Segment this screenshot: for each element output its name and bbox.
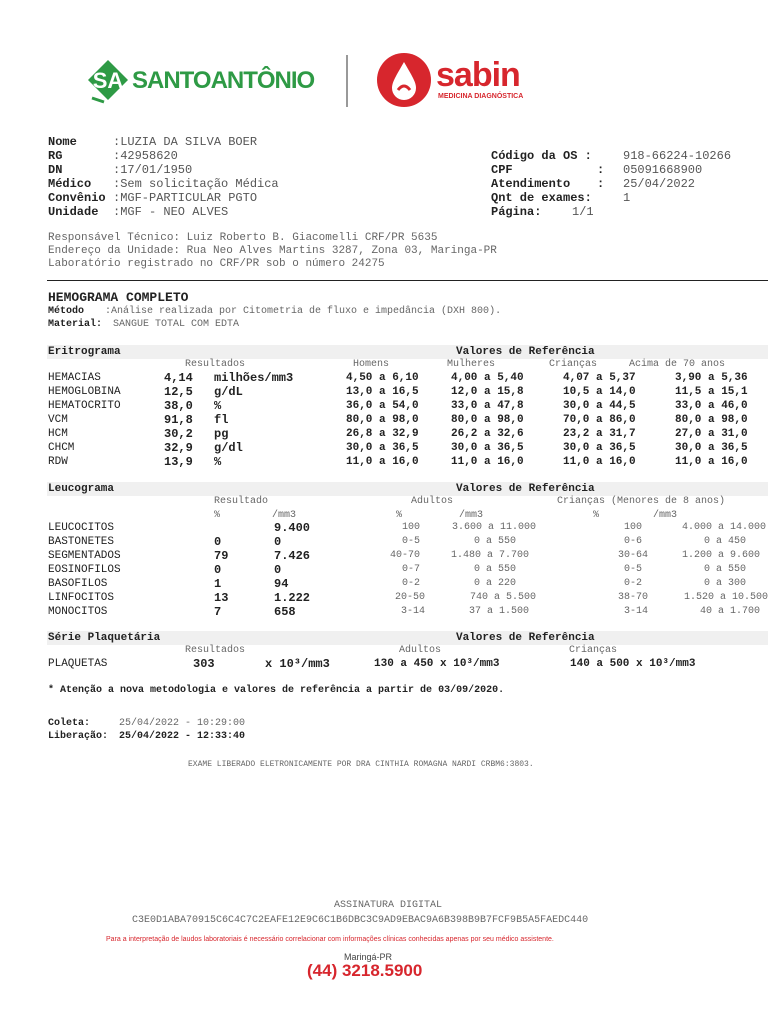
footer-phone: (44) 3218.5900 — [307, 961, 423, 980]
row-name: LEUCOCITOS — [48, 522, 115, 534]
row-unit: % — [214, 399, 222, 413]
qnt-exames-label: Qnt de exames: — [491, 191, 592, 205]
row-value: 12,5 — [164, 385, 193, 399]
dn-value: :17/01/1950 — [113, 163, 193, 177]
ref-criancas: 11,0 a 16,0 — [563, 456, 636, 468]
eritrograma-header-bar — [47, 345, 768, 359]
ref-homens: 11,0 a 16,0 — [346, 456, 419, 468]
row-value: 4,14 — [164, 371, 193, 385]
row-pct: 1 — [214, 577, 222, 591]
ref-criancas: 4,07 a 5,37 — [563, 372, 636, 384]
row-abs: 7.426 — [274, 549, 311, 563]
row-name: BASOFILOS — [48, 578, 108, 590]
row-name: HCM — [48, 428, 68, 440]
row-unit: % — [214, 455, 222, 469]
ref-mulheres: 11,0 a 16,0 — [451, 456, 524, 468]
leucograma-title: Leucograma — [48, 483, 115, 495]
ref-acima70: 30,0 a 36,5 — [675, 442, 748, 454]
criancas-abs: 1.200 a 9.600 — [681, 550, 760, 561]
rg-label: RG — [48, 149, 63, 163]
row-unit: g/dL — [214, 385, 243, 399]
row-unit: fl — [214, 413, 229, 427]
coleta-label: Coleta: — [48, 718, 91, 729]
nome-label: Nome — [48, 135, 77, 149]
unidade-value: :MGF - NEO ALVES — [113, 205, 229, 219]
criancas-pct: 100 — [623, 522, 642, 533]
ref-criancas: 23,2 a 31,7 — [563, 428, 636, 440]
pagina-value: 1/1 — [572, 205, 594, 219]
ref-acima70: 33,0 a 46,0 — [675, 400, 748, 412]
row-unit: x 10³/mm3 — [265, 657, 330, 671]
pagina-label: Página: — [491, 205, 542, 219]
ref-homens: 36,0 a 54,0 — [346, 400, 419, 412]
sabin-logo — [376, 52, 536, 108]
criancas-pct: 38-70 — [617, 592, 648, 603]
row-name: MONOCITOS — [48, 606, 108, 618]
convenio-label: Convênio — [48, 191, 106, 205]
row-unit: g/dl — [214, 441, 243, 455]
leucograma-header-bar — [47, 482, 768, 496]
adultos-abs: 0 a 550 — [473, 536, 516, 547]
row-abs: 94 — [274, 577, 289, 591]
plaquetas-title: Série Plaquetária — [48, 632, 161, 644]
metodo-label: Método — [48, 306, 85, 317]
ref-homens: 26,8 a 32,9 — [346, 428, 419, 440]
footer-city: Maringá-PR — [344, 952, 393, 962]
medico-value: :Sem solicitação Médica — [113, 177, 279, 191]
leucograma-ref-title: Valores de Referência — [456, 483, 595, 495]
criancas-abs: 0 a 450 — [703, 536, 746, 547]
adultos-pct: 20-50 — [394, 592, 425, 603]
sub-criancas-mm3: /mm3 — [653, 510, 678, 521]
leucograma-col-adultos: Adultos — [411, 496, 454, 507]
adultos-abs: 0 a 550 — [473, 564, 516, 575]
ref-acima70: 11,0 a 16,0 — [675, 456, 748, 468]
eritrograma-col-acima70: Acima de 70 anos — [629, 359, 726, 370]
adultos-abs: 0 a 220 — [473, 578, 516, 589]
ref-criancas: 30,0 a 44,5 — [563, 400, 636, 412]
criancas-pct: 0-2 — [623, 578, 642, 589]
nome-value: :LUZIA DA SILVA BOER — [113, 135, 258, 149]
cpf-colon: : — [597, 163, 605, 177]
row-pct: 13 — [214, 591, 229, 605]
adultos-abs: 740 a 5.500 — [469, 592, 536, 603]
dn-label: DN — [48, 163, 63, 177]
row-name: HEMOGLOBINA — [48, 386, 121, 398]
adultos-pct: 0-7 — [401, 564, 420, 575]
atendimento-colon: : — [597, 177, 605, 191]
row-value: 303 — [193, 657, 215, 671]
row-name: CHCM — [48, 442, 75, 454]
row-pct: 0 — [214, 535, 222, 549]
eritrograma-col-criancas: Crianças — [549, 359, 598, 370]
sub-mm3: /mm3 — [272, 510, 297, 521]
liberacao-value: 25/04/2022 - 12:33:40 — [119, 731, 246, 742]
disclaimer: Para a interpretação de laudos laboratoriais é necessário correlacionar com informações clínicas conhecidas apenas por seu médico assistente. — [106, 936, 554, 943]
ref-acima70: 80,0 a 98,0 — [675, 414, 748, 426]
row-name: LINFOCITOS — [48, 592, 115, 604]
row-value: 30,2 — [164, 427, 193, 441]
ref-mulheres: 12,0 a 15,8 — [451, 386, 524, 398]
ref-homens: 13,0 a 16,5 — [346, 386, 419, 398]
adultos-pct: 100 — [401, 522, 420, 533]
santo-antonio-wordmark: SANTOANTÔNIO — [132, 67, 315, 94]
ref-criancas: 140 a 500 x 10³/mm3 — [570, 658, 696, 670]
ref-mulheres: 4,00 a 5,40 — [451, 372, 524, 384]
plaquetas-col-criancas: Crianças — [569, 645, 618, 656]
ref-homens: 4,50 a 6,10 — [346, 372, 419, 384]
row-value: 38,0 — [164, 399, 193, 413]
registro-crf: Laboratório registrado no CRF/PR sob o número 24275 — [48, 258, 385, 270]
qnt-exames-value: 1 — [623, 191, 631, 205]
exam-title: HEMOGRAMA COMPLETO — [48, 290, 189, 305]
adultos-pct: 0-5 — [401, 536, 420, 547]
eritrograma-title: Eritrograma — [48, 346, 121, 358]
row-abs: 658 — [274, 605, 296, 619]
row-name: HEMACIAS — [48, 372, 101, 384]
os-label: Código da OS : — [491, 149, 592, 163]
endereco-unidade: Endereço da Unidade: Rua Neo Alves Martins 3287, Zona 03, Maringa-PR — [48, 245, 497, 257]
atendimento-value: 25/04/2022 — [623, 177, 696, 191]
sabin-wordmark: sabin — [436, 56, 520, 94]
row-abs: 0 — [274, 535, 282, 549]
convenio-value: :MGF-PARTICULAR PGTO — [113, 191, 258, 205]
criancas-pct: 3-14 — [623, 606, 648, 617]
ref-acima70: 11,5 a 15,1 — [675, 386, 748, 398]
row-name: PLAQUETAS — [48, 658, 108, 670]
coleta-value: 25/04/2022 - 10:29:00 — [119, 718, 246, 729]
responsavel-tecnico: Responsável Técnico: Luiz Roberto B. Giacomelli CRF/PR 5635 — [48, 232, 438, 244]
santo-antonio-logo — [86, 58, 322, 104]
santo-antonio-emblem-icon — [86, 58, 130, 104]
svg-text:SA: SA — [92, 68, 124, 93]
plaquetas-col-resultados: Resultados — [185, 645, 246, 656]
medico-label: Médico — [48, 177, 92, 191]
ref-criancas: 70,0 a 86,0 — [563, 414, 636, 426]
criancas-pct: 0-6 — [623, 536, 642, 547]
row-name: SEGMENTADOS — [48, 550, 121, 562]
adultos-pct: 40-70 — [389, 550, 420, 561]
adultos-abs: 1.480 a 7.700 — [450, 550, 529, 561]
adultos-abs: 37 a 1.500 — [468, 606, 529, 617]
criancas-pct: 0-5 — [623, 564, 642, 575]
sub-pct: % — [214, 510, 221, 521]
sub-adultos-mm3: /mm3 — [459, 510, 484, 521]
row-name: HEMATOCRITO — [48, 400, 121, 412]
criancas-abs: 4.000 a 14.000 — [681, 522, 766, 533]
ref-mulheres: 80,0 a 98,0 — [451, 414, 524, 426]
sabin-drop-icon — [376, 52, 432, 108]
adultos-pct: 0-2 — [401, 578, 420, 589]
leucograma-col-criancas: Crianças (Menores de 8 anos) — [557, 496, 726, 507]
row-name: BASTONETES — [48, 536, 115, 548]
row-abs: 0 — [274, 563, 282, 577]
ref-homens: 30,0 a 36,5 — [346, 442, 419, 454]
row-name: VCM — [48, 414, 68, 426]
cpf-value: 05091668900 — [623, 163, 703, 177]
ref-mulheres: 33,0 a 47,8 — [451, 400, 524, 412]
atendimento-label: Atendimento — [491, 177, 571, 191]
assinatura-hash: C3E0D1ABA70915C6C4C7C2EAFE12E9C6C1B6DBC3C9AD9EBAC9A6B398B9B7FCF9B5A5FAEDC440 — [132, 915, 589, 926]
row-name: EOSINOFILOS — [48, 564, 121, 576]
logo-divider — [346, 55, 348, 107]
eritrograma-col-homens: Homens — [353, 359, 390, 370]
row-pct: 0 — [214, 563, 222, 577]
adultos-abs: 3.600 a 11.000 — [451, 522, 536, 533]
ref-adultos: 130 a 450 x 10³/mm3 — [374, 658, 500, 670]
criancas-abs: 1.520 a 10.500 — [683, 592, 768, 603]
eritrograma-col-resultados: Resultados — [185, 359, 246, 370]
row-unit: milhões/mm3 — [214, 371, 294, 385]
row-value: 13,9 — [164, 455, 193, 469]
header-divider — [47, 280, 768, 281]
plaquetas-col-adultos: Adultos — [399, 645, 442, 656]
plaquetas-ref-title: Valores de Referência — [456, 632, 595, 644]
os-value: 918-66224-10266 — [623, 149, 732, 163]
row-value: 32,9 — [164, 441, 193, 455]
row-pct: 7 — [214, 605, 222, 619]
criancas-pct: 30-64 — [617, 550, 648, 561]
ref-mulheres: 26,2 a 32,6 — [451, 428, 524, 440]
ref-criancas: 10,5 a 14,0 — [563, 386, 636, 398]
adultos-pct: 3-14 — [400, 606, 425, 617]
material-label: Material: — [48, 319, 103, 330]
row-unit: pg — [214, 427, 229, 441]
metodo-value: :Análise realizada por Citometria de fluxo e impedância (DXH 800). — [105, 306, 502, 317]
criancas-abs: 0 a 550 — [703, 564, 746, 575]
unidade-label: Unidade — [48, 205, 99, 219]
row-abs: 9.400 — [274, 521, 311, 535]
leucograma-col-resultado: Resultado — [214, 496, 269, 507]
rg-value: :42958620 — [113, 149, 178, 163]
sabin-subtitle: MEDICINA DIAGNÓSTICA — [438, 93, 524, 100]
criancas-abs: 0 a 300 — [703, 578, 746, 589]
ref-mulheres: 30,0 a 36,5 — [451, 442, 524, 454]
row-abs: 1.222 — [274, 591, 311, 605]
row-name: RDW — [48, 456, 68, 468]
cpf-label: CPF — [491, 163, 513, 177]
eritrograma-col-mulheres: Mulheres — [447, 359, 496, 370]
row-pct: 79 — [214, 549, 229, 563]
row-value: 91,8 — [164, 413, 193, 427]
sub-criancas-pct: % — [593, 510, 600, 521]
metodologia-note: * Atenção a nova metodologia e valores de referência a partir de 03/09/2020. — [48, 685, 505, 696]
liberacao-label: Liberação: — [48, 731, 109, 742]
ref-acima70: 3,90 a 5,36 — [675, 372, 748, 384]
ref-acima70: 27,0 a 31,0 — [675, 428, 748, 440]
eritrograma-ref-title: Valores de Referência — [456, 346, 595, 358]
ref-criancas: 30,0 a 36,5 — [563, 442, 636, 454]
criancas-abs: 40 a 1.700 — [699, 606, 760, 617]
material-value: SANGUE TOTAL COM EDTA — [113, 319, 240, 330]
liberado-text: EXAME LIBERADO ELETRONICAMENTE POR DRA CINTHIA ROMAGNA NARDI CRBM6:3803. — [188, 760, 534, 769]
ref-homens: 80,0 a 98,0 — [346, 414, 419, 426]
assinatura-label: ASSINATURA DIGITAL — [334, 900, 443, 911]
sub-adultos-pct: % — [396, 510, 403, 521]
